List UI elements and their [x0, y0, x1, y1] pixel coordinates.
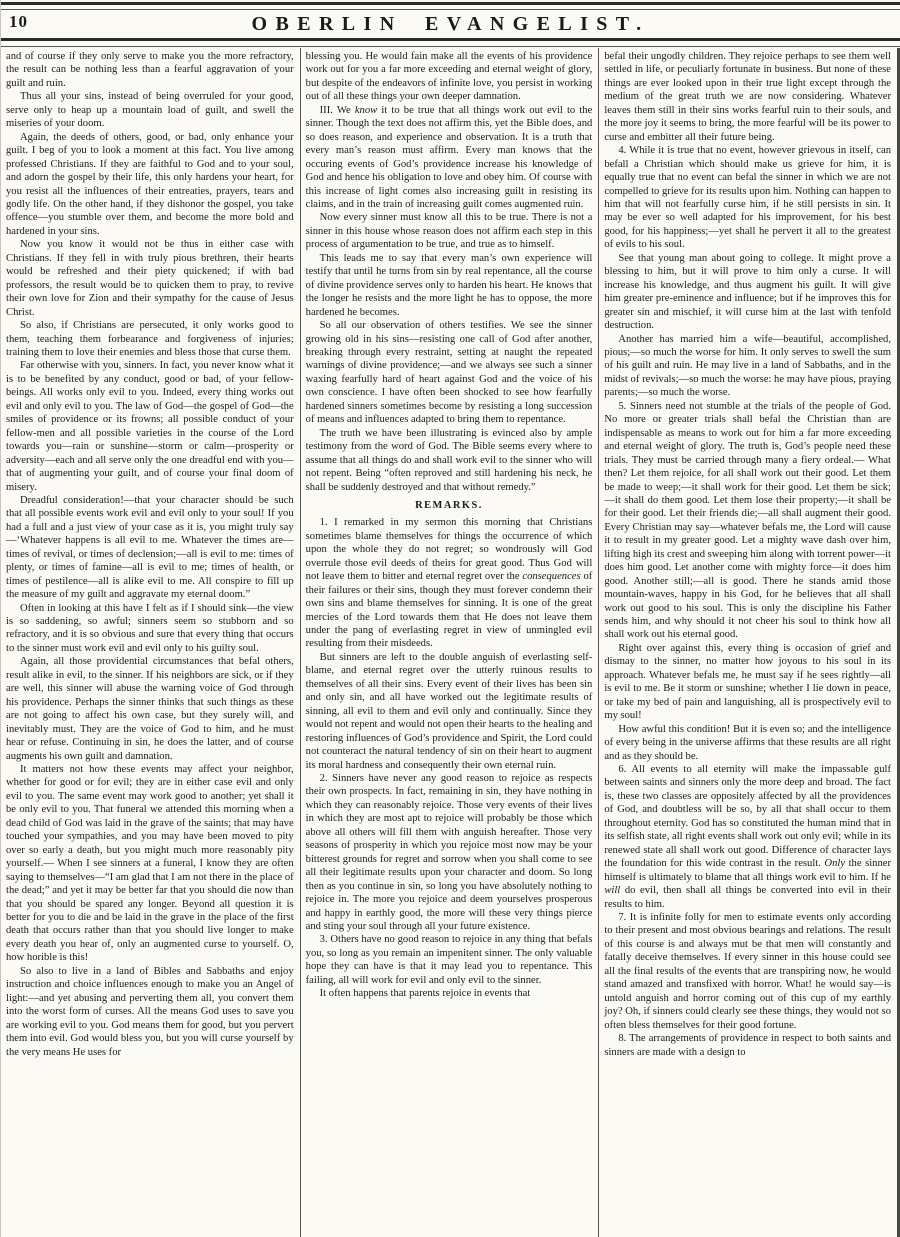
paragraph: Often in looking at this have I felt as if I should sink—the view is so saddening, so awful; sinners seem so stubborn and so refractory, and it is so obvious and sure that every thing that occurs to the sinner must work evil and evil only to his guilty soul.: [6, 602, 294, 654]
section-heading: REMARKS.: [415, 499, 483, 511]
paragraph: 4. While it is true that no event, however grievous in itself, can befall a Christian which should make us grieve for him, it is equally true that no event can befal the sinner in which we are not compelled to grieve for its results upon him. Nothing can happen to him that will not fearfully curse him, if he still persists in sin. It may be ever so well adapted for his improvement, for his best good, for his happiness;—yet shall he pervert it all to the greatest of evils to his soul.: [604, 145, 891, 251]
paragraph: But sinners are left to the double anguish of everlasting self-blame, and eternal regret over the utterly ruinous results to themselves of all their sins. Every event of their lives has been sin and only sin, and all have worked out the legitimate results of sinning, all evil to them and evil only and continually. Since they would not repent and would not open their hearts to the healing and restoring influences of God’s providence and Spirit, the Lord could not counteract the natural tendency of sin on their heart to augment its moral hardness and consequently their own eternal ruin.: [305, 651, 593, 771]
paragraph: It matters not how these events may affect your neighbor, whether for good or for evil; they are in either case evil and only evil to you. The same event may work good to another; yet shall it be only evil to you. That funeral we attended this morning when a dead child of God was laid in the grave of the saints; that may have touched your sympathies, and you may have been moved to pity over so early a death, but you might much more reasonably pity yourself.— When I see sinners at a funeral, I know they are often saying to themselves—“I am glad that I am not there in the place of the dead;” and yet it may be better far that you should die now than that you should be spared any longer. Beyond all question it is better for you to die and be laid in the grave in the place of the first death that occurs rather than that you should live longer to make every death you hear of, only an augmented curse to yourself. O, how horible is this!: [6, 764, 294, 964]
paragraph: Far otherwise with you, sinners. In fact, you never know what it is to be benefited by any conduct, good or bad, of your fellow-beings. All works only evil to you. Indeed, every thing works out evil and only evil to you. The law of God—the gospel of God—the smiles of providence or its frowns; all possible conduct of your fellow-men and all possible varieties in the course of the Lord towards you—rain or sunshine—storm or calm—prosperity or adversity—each and all serve only the one dreadful end with you—that of augmenting your guilt, and of course your final doom of misery.: [6, 360, 294, 493]
masthead-title: OBERLIN EVANGELIST.: [251, 12, 650, 35]
paragraph: III. We know it to be true that all things work out evil to the sinner. Though the text does not affirm this, yet the Bible does, and so does reason, and experience and observation. It is a truth that every man’s reason must affirm. Every man knows that the occuring events of God’s providence increase his knowledge of God and hence his obligation to love and obey him. Of course with this increase of light comes also increasing guilt in resisting its claims, and in the train of increasing guilt comes augmented ruin.: [305, 104, 593, 210]
column-1: [1, 48, 300, 1237]
paragraph: blessing you. He would fain make all the events of his providence work out for you a far more exceeding and eternal weight of glory, but despite of the endeavors of infinite love, you persist in working out of all these things your own deeper damnation.: [305, 51, 593, 103]
paragraph: 1. I remarked in my sermon this morning that Christians sometimes blame themselves for things the occurrence of which upon the whole they do not regret; so wondrously will God overrule those evil deeds of theirs for great good. Thus God will not leave them to bitter and eternal regret over the consequences of their failures or their sins, though they must forever condemn their own sins and blame themselves for sinning. It is one of the great mercies of the Lord towards them that He does not leave them under the pang of everlasting regret in view of unmingled evil resulting from their misdeeds.: [305, 517, 593, 650]
paragraph: This leads me to say that every man’s own experience will testify that until he turns from sin by real repentance, all the course of divine providence serves only to harden his heart. He knows that the longer he resists and the more light he has to oppose, the more hardened he becomes.: [305, 252, 593, 318]
paragraph: See that young man about going to college. It might prove a blessing to him, but it will prove to him only a curse. It will increase his knowledge, and thus augment his guilt. It will give him greater pre-eminence and influence; but if he improves this for greater sin and mischief, it will curse him at the last with tenfold destruction.: [604, 252, 891, 332]
masthead: [1, 10, 900, 38]
top-border-rule: [1, 2, 900, 10]
paragraph: So also, if Christians are persecuted, it only works good to them, teaching them forbearance and forgiveness of injuries; training them to love their enemies and bless those that curse them.: [6, 320, 294, 358]
paragraph: 8. The arrangements of providence in respect to both saints and sinners are made with a design to: [604, 1033, 891, 1058]
paragraph: So all our observation of others testifies. We see the sinner growing old in his sins—resisting one call of God after another, breaking through every restraint, setting at naught the repeated warnings of divine providence;—and we always see such a sinner waxing fearfully hard of heart against God and the voice of his own conscience. I have often been shocked to see how fearfully hardened sinners sometimes become by resisting a long succession of means and influences adapted to bring them to repentance.: [305, 320, 593, 426]
paragraph: It often happens that parents rejoice in events that: [319, 988, 531, 1000]
paragraph: 3. Others have no good reason to rejoice in any thing that befals you, so long as you remain an impenitent sinner. The only valuable hope they can have is that it may lead you to repentance. This failing, all will work for evil and only evil to the sinner.: [305, 934, 593, 986]
column-3: [598, 48, 897, 1237]
paragraph: Dreadful consideration!—that your character should be such that all possible events work evil and evil only to your soul! If you had a full and a just view of your case as it is, you might truly say—‘Whatever happens is all evil to me. Whatever the times are—times of revival, or times of declension;—all is evil to me: times of plenty, or times of famine—all is evil to me; times of health, or times of pestilence—all is alike evil to me. All conspire to fill up the measure of my guilt and aggravate my eternal doom.”: [6, 494, 294, 601]
paragraph: 7. It is infinite folly for men to estimate events only according to their present and most obvious bearings and relations. The result of this course is and always mut be that men will constantly and fatally deceive themselves. If every sinner in this house could see all the final results of the events that are transpiring now, he would stand amazed and transfixed with horror. What! he would say—is untold anguish and horror coming out of this cup of my earthly joy? Oh, if sinners could clearly see these things, they would not so often bless themselves for their good fortune.: [604, 912, 891, 1031]
page-number: 10: [9, 12, 28, 31]
paragraph: So also to live in a land of Bibles and Sabbaths and enjoy instruction and choice influences enough to make you an Angel of light:—and yet abusing and perverting them all, you convert them into the worst form of curses. All the means God uses to save you are working evil to you. God means them for good, but you pervert them into evil. God would bless you, but you will curse yourself by the very means He uses for: [6, 965, 294, 1058]
paragraph: The truth we have been illustrating is evinced also by ample testimony from the word of God. The Bible seems every where to assume that all things do and shall work evil to the sinner who will not repent. Being “often reproved and still hardening his neck, he shall be suddenly destroyed and that without remedy.”: [305, 427, 593, 493]
paragraph: Again, all those providential circumstances that befal others, result alike in evil, to the sinner. If his neighbors are sick, or if they are well, this sinner will abuse the warning voice of God through his providence. Perhaps the sinner thinks that such things as these are not going to affect his own case, but they surely will, and inevitably must. They are the voice of God to him, and he must hear or refuse. Continuing in sin, he does the latter, and of course augments his own guilt and damnation.: [6, 656, 294, 762]
paragraph: Right over against this, every thing is occasion of grief and dismay to the sinner, no matter how joyous to his soul in its approach. Whatever befals me, he must say if he sees rightly—all is evil to me. Be it storm or sunshine; whether I lie down in peace, or take my bed of pain and languishing, all is prospectively evil to my soul!: [604, 642, 891, 722]
column-2: [300, 48, 599, 1237]
paragraph: Thus all your sins, instead of being overruled for your good, serve only to heap up a mountain load of guilt, and swell the miseries of your doom.: [6, 91, 294, 130]
paragraph: 5. Sinners need not stumble at the trials of the people of God. No more or greater trials shall befal the Christian than are indispensable as means to work out for him a far more exceeding and eternal weight of glory. The truth is, God’s people need these trials. They must be carried through many a fiery ordeal.— What then? Let them rejoice, for all shall work out their good. Let them be made to weep;—it shall work for their good. Let them be sick;—it shall do them good. Let them lose their property;—it shall be for their good. Let their friends die;—all shall augment their good. Every Christian may say—whatever befals me, the Lord will cause it to result in my greater good. Let a mighty wave dash over him, lifting high its crest and sweeping him along with torrent power—it does him good. Let another come with mighty force—it does him good. Another still;—all is good. There he stands amid those mountain-waves, happy in his God, for he believes that all shall work out good to his soul. This is only the discipline his Father sends him, and why should it not cheer his soul to think how all shall work out his eternal good.: [604, 400, 891, 641]
article-columns: [1, 48, 900, 1237]
paragraph: befal their ungodly children. They rejoice perhaps to see them well settled in life, or peculiarly fortunate in business. But none of these things are ever looked upon in their true light except through the medium of the great truth we are now considering. Whatever leaves them still in their sins works fearful ruin to their souls, and the more joy it seems to bring, the more fearful will be its power to curse and embitter all their future being.: [604, 51, 891, 143]
paragraph: How awful this condition! But it is even so; and the intelligence of every being in the universe affirms that these results are all right and as they should be.: [604, 723, 891, 762]
paragraph: 6. All events to all eternity will make the impassable gulf between saints and sinners only the more deep and broad. The fact is, these two classes are oppositely affected by all the providences of God, and doubtless will be so, by all that shall occur to them throughout eternity. God has so constituted the human mind that in its selfish state, all right events shall work out only evil; while in its renewed state all shall work out good. Difference of character lays the foundation for this wide contrast in the result. Only the sinner himself is ultimately to blame that all things work evil to him. If he will do evil, then shall all things be converted into evil in their results to him.: [604, 764, 891, 910]
paragraph: Now every sinner must know all this to be true. There is not a sinner in this house whose reason does not affirm each step in this process of argumentation to be true, and true as to himself.: [305, 212, 593, 251]
paragraph: and of course if they only serve to make you the more refractory, the result can be nothing less than a fearful aggravation of your guilt and ruin.: [6, 51, 294, 89]
paragraph: Another has married him a wife—beautiful, accomplished, pious;—so much the worse for him. It only serves to swell the sum of his guilt and ruin. He may live in a land of Sabbaths, and in the midst of revivals;—so much the worse: he may have pious, praying parents;—so much the worse.: [604, 333, 891, 399]
paragraph: Again, the deeds of others, good, or bad, only enhance your guilt. I beg of you to look a moment at this fact. You live among professed Christians. If they are faithful to God and to your soul, and adorn the gospel by their life, this only hardens your heart, for you resist all the influences of their entreaties, prayers, tears and godly life. On the other hand, if they dishonor the gospel, you take offence—you stumble over them, and become the more bold and hardened in your sins.: [6, 131, 294, 237]
paragraph: 2. Sinners have never any good reason to rejoice as respects their own prospects. In fact, remaining in sin, they have nothing in which they can reasonably rejoice. Those very events of their lives in which they are most apt to rejoice will probably be those which above all others will fill them with anguish hereafter. Those very seasons of prosperity in which you rejoice most now may be your bitterest grounds for regret and sorrow when you shall come to see all their legitimate results upon your character and doom. So long then as you continue in sin, so long you have absolutely nothing to rejoice in. The more you rejoice and deem yourselves prosperous and happy in earthly good, the more will these very things pierce and sting your soul through all your future existence.: [305, 773, 593, 932]
masthead-divider-rule: [1, 38, 900, 47]
paragraph: Now you know it would not be thus in either case with Christians. If they fell in with truly pious brethren, their hearts would be refreshed and their piety quickened; if with bad professors, the result would be to quicken them to pray, to revive their own love for Zion and their sympathy for the cause of Jesus Christ.: [6, 239, 294, 318]
